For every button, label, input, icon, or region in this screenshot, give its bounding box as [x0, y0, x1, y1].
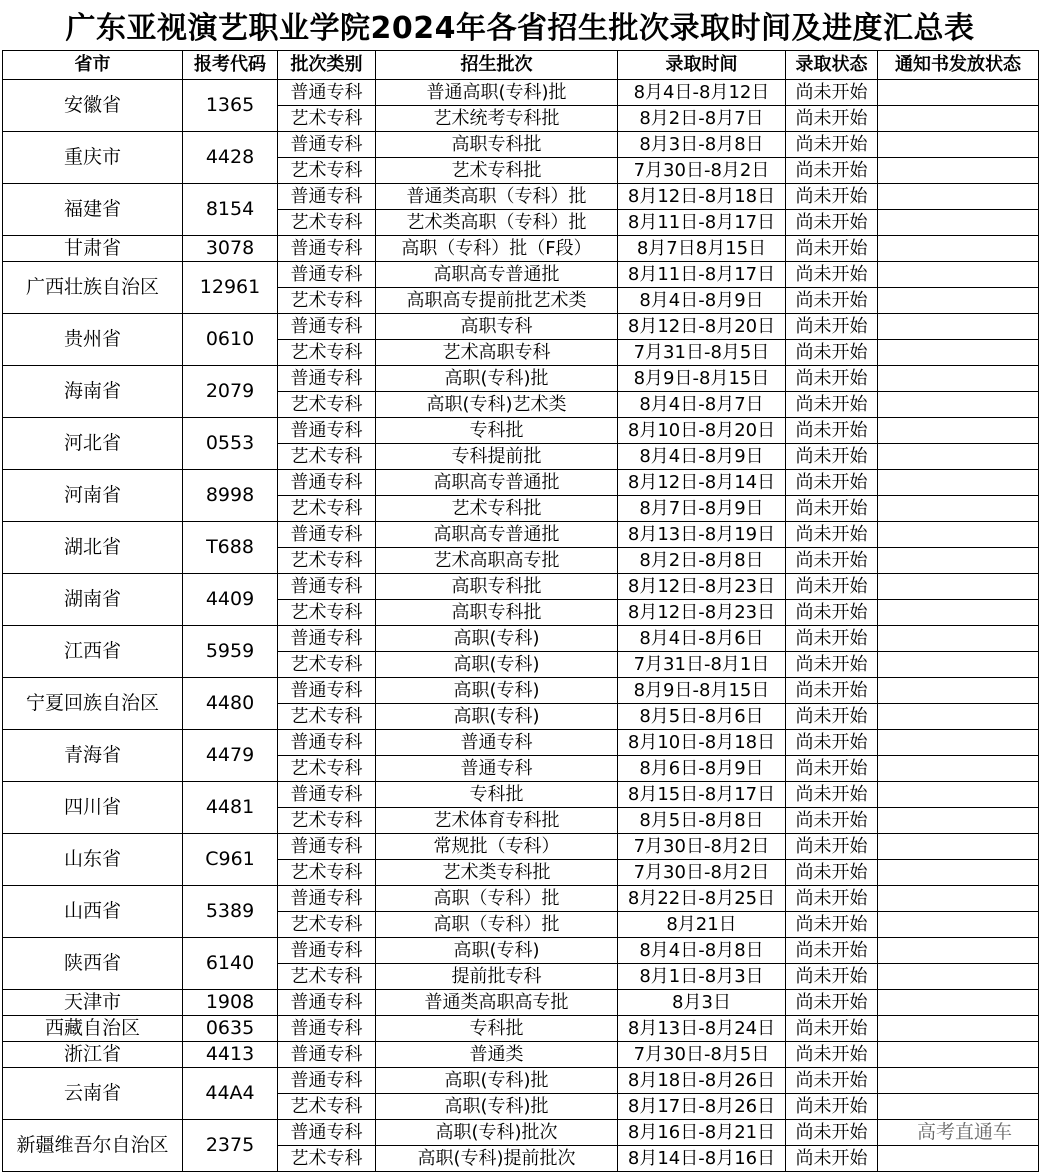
notice-status-cell: [878, 236, 1039, 262]
status-cell: 尚未开始: [786, 600, 878, 626]
batch-cell: 艺术高职高专批: [376, 548, 618, 574]
time-cell: 8月12日-8月14日: [618, 470, 786, 496]
time-cell: 7月31日-8月5日: [618, 340, 786, 366]
time-cell: 8月4日-8月6日: [618, 626, 786, 652]
notice-status-cell: [878, 652, 1039, 678]
admission-table: [2, 50, 1039, 1172]
batch-cell: 艺术类专科批: [376, 860, 618, 886]
province-cell: 甘肃省: [3, 236, 183, 262]
time-cell: 8月10日-8月18日: [618, 730, 786, 756]
province-cell: 湖北省: [3, 522, 183, 574]
code-cell: 4479: [183, 730, 278, 782]
category-cell: 艺术专科: [278, 288, 376, 314]
code-cell: 8998: [183, 470, 278, 522]
notice-status-cell: [878, 782, 1039, 808]
batch-cell: 艺术专科批: [376, 158, 618, 184]
time-cell: 8月14日-8月16日: [618, 1146, 786, 1172]
header-category: 批次类别: [278, 51, 376, 80]
category-cell: 普通专科: [278, 1068, 376, 1094]
code-cell: 4481: [183, 782, 278, 834]
notice-status-cell: [878, 834, 1039, 860]
time-cell: 8月4日-8月9日: [618, 444, 786, 470]
time-cell: 8月16日-8月21日: [618, 1120, 786, 1146]
status-cell: 尚未开始: [786, 132, 878, 158]
status-cell: 尚未开始: [786, 1016, 878, 1042]
notice-status-cell: [878, 132, 1039, 158]
time-cell: 8月21日: [618, 912, 786, 938]
code-cell: 5389: [183, 886, 278, 938]
batch-cell: 高职（专科）批: [376, 886, 618, 912]
category-cell: 普通专科: [278, 1016, 376, 1042]
province-cell: 宁夏回族自治区: [3, 678, 183, 730]
time-cell: 8月13日-8月24日: [618, 1016, 786, 1042]
category-cell: 普通专科: [278, 470, 376, 496]
province-cell: 西藏自治区: [3, 1016, 183, 1042]
category-cell: 普通专科: [278, 184, 376, 210]
code-cell: 0610: [183, 314, 278, 366]
batch-cell: 普通类: [376, 1042, 618, 1068]
province-cell: 海南省: [3, 366, 183, 418]
category-cell: 普通专科: [278, 366, 376, 392]
status-cell: 尚未开始: [786, 184, 878, 210]
status-cell: 尚未开始: [786, 886, 878, 912]
code-cell: 1908: [183, 990, 278, 1016]
notice-status-cell: [878, 886, 1039, 912]
batch-cell: 艺术专科批: [376, 496, 618, 522]
time-cell: 8月12日-8月23日: [618, 574, 786, 600]
time-cell: 8月4日-8月9日: [618, 288, 786, 314]
table-row: [3, 730, 1039, 756]
table-row: [3, 418, 1039, 444]
notice-status-cell: [878, 912, 1039, 938]
category-cell: 艺术专科: [278, 600, 376, 626]
time-cell: 8月12日-8月18日: [618, 184, 786, 210]
table-row: [3, 522, 1039, 548]
category-cell: 普通专科: [278, 1120, 376, 1146]
time-cell: 7月30日-8月5日: [618, 1042, 786, 1068]
table-row: [3, 314, 1039, 340]
category-cell: 艺术专科: [278, 496, 376, 522]
category-cell: 艺术专科: [278, 1094, 376, 1120]
category-cell: 艺术专科: [278, 964, 376, 990]
notice-status-cell: [878, 1042, 1039, 1068]
batch-cell: 高职(专科)批: [376, 366, 618, 392]
table-row: [3, 782, 1039, 808]
province-cell: 山西省: [3, 886, 183, 938]
time-cell: 8月10日-8月20日: [618, 418, 786, 444]
notice-status-cell: [878, 444, 1039, 470]
notice-status-cell: [878, 1068, 1039, 1094]
header-code: 报考代码: [183, 51, 278, 80]
notice-status-cell: [878, 938, 1039, 964]
category-cell: 普通专科: [278, 834, 376, 860]
status-cell: 尚未开始: [786, 574, 878, 600]
header-notice-status: 通知书发放状态: [878, 51, 1039, 80]
notice-status-cell: [878, 184, 1039, 210]
province-cell: 贵州省: [3, 314, 183, 366]
table-row: [3, 132, 1039, 158]
batch-cell: 常规批（专科）: [376, 834, 618, 860]
province-cell: 天津市: [3, 990, 183, 1016]
table-row: [3, 236, 1039, 262]
category-cell: 普通专科: [278, 236, 376, 262]
category-cell: 艺术专科: [278, 444, 376, 470]
status-cell: 尚未开始: [786, 756, 878, 782]
batch-cell: 艺术统考专科批: [376, 106, 618, 132]
batch-cell: 高职(专科)提前批次: [376, 1146, 618, 1172]
watermark: 高考直通车: [916, 1121, 1012, 1143]
status-cell: 尚未开始: [786, 990, 878, 1016]
table-row: [3, 990, 1039, 1016]
batch-cell: 高职(专科)艺术类: [376, 392, 618, 418]
time-cell: 8月9日-8月15日: [618, 366, 786, 392]
table-row: [3, 834, 1039, 860]
notice-status-cell: [878, 548, 1039, 574]
code-cell: 2375: [183, 1120, 278, 1172]
notice-status-cell: [878, 106, 1039, 132]
status-cell: 尚未开始: [786, 1120, 878, 1146]
status-cell: 尚未开始: [786, 496, 878, 522]
table-body: [3, 80, 1039, 1172]
category-cell: 普通专科: [278, 990, 376, 1016]
category-cell: 艺术专科: [278, 1146, 376, 1172]
category-cell: 艺术专科: [278, 106, 376, 132]
status-cell: 尚未开始: [786, 80, 878, 106]
category-cell: 普通专科: [278, 730, 376, 756]
category-cell: 普通专科: [278, 938, 376, 964]
category-cell: 普通专科: [278, 418, 376, 444]
code-cell: C961: [183, 834, 278, 886]
batch-cell: 高职(专科)批: [376, 1094, 618, 1120]
status-cell: 尚未开始: [786, 210, 878, 236]
notice-status-cell: [878, 522, 1039, 548]
time-cell: 8月22日-8月25日: [618, 886, 786, 912]
province-cell: 青海省: [3, 730, 183, 782]
notice-status-cell: [878, 730, 1039, 756]
notice-status-cell: [878, 158, 1039, 184]
province-cell: 河北省: [3, 418, 183, 470]
status-cell: 尚未开始: [786, 912, 878, 938]
category-cell: 艺术专科: [278, 704, 376, 730]
header-time: 录取时间: [618, 51, 786, 80]
category-cell: 普通专科: [278, 574, 376, 600]
time-cell: 8月4日-8月7日: [618, 392, 786, 418]
time-cell: 8月9日-8月15日: [618, 678, 786, 704]
category-cell: 艺术专科: [278, 808, 376, 834]
category-cell: 艺术专科: [278, 548, 376, 574]
code-cell: 6140: [183, 938, 278, 990]
category-cell: 艺术专科: [278, 860, 376, 886]
header-batch: 招生批次: [376, 51, 618, 80]
time-cell: 8月11日-8月17日: [618, 210, 786, 236]
status-cell: 尚未开始: [786, 782, 878, 808]
batch-cell: 专科批: [376, 1016, 618, 1042]
status-cell: 尚未开始: [786, 652, 878, 678]
batch-cell: 艺术类高职（专科）批: [376, 210, 618, 236]
batch-cell: 普通专科: [376, 756, 618, 782]
notice-status-cell: [878, 860, 1039, 886]
batch-cell: 高职高专普通批: [376, 262, 618, 288]
code-cell: 4413: [183, 1042, 278, 1068]
table-row: [3, 574, 1039, 600]
category-cell: 普通专科: [278, 1042, 376, 1068]
time-cell: 8月2日-8月7日: [618, 106, 786, 132]
batch-cell: 高职专科: [376, 314, 618, 340]
time-cell: 8月6日-8月9日: [618, 756, 786, 782]
province-cell: 新疆维吾尔自治区: [3, 1120, 183, 1172]
province-cell: 云南省: [3, 1068, 183, 1120]
status-cell: 尚未开始: [786, 1042, 878, 1068]
time-cell: 7月30日-8月2日: [618, 158, 786, 184]
notice-status-cell: [878, 288, 1039, 314]
batch-cell: 高职专科批: [376, 600, 618, 626]
notice-status-cell: [878, 314, 1039, 340]
batch-cell: 高职（专科）批（F段）: [376, 236, 618, 262]
notice-status-cell: [878, 496, 1039, 522]
category-cell: 普通专科: [278, 314, 376, 340]
table-row: [3, 1120, 1039, 1146]
notice-status-cell: [878, 1094, 1039, 1120]
status-cell: 尚未开始: [786, 366, 878, 392]
province-cell: 重庆市: [3, 132, 183, 184]
notice-status-cell: [878, 470, 1039, 496]
batch-cell: 高职高专普通批: [376, 522, 618, 548]
table-row: [3, 1016, 1039, 1042]
batch-cell: 高职专科批: [376, 574, 618, 600]
time-cell: 8月4日-8月8日: [618, 938, 786, 964]
status-cell: 尚未开始: [786, 1094, 878, 1120]
batch-cell: 艺术体育专科批: [376, 808, 618, 834]
batch-cell: 高职(专科): [376, 678, 618, 704]
code-cell: 12961: [183, 262, 278, 314]
batch-cell: 专科批: [376, 782, 618, 808]
category-cell: 艺术专科: [278, 912, 376, 938]
batch-cell: 高职高专普通批: [376, 470, 618, 496]
notice-status-cell: [878, 756, 1039, 782]
batch-cell: 高职(专科): [376, 652, 618, 678]
code-cell: 4480: [183, 678, 278, 730]
code-cell: 44A4: [183, 1068, 278, 1120]
province-cell: 浙江省: [3, 1042, 183, 1068]
category-cell: 普通专科: [278, 626, 376, 652]
table-row: [3, 470, 1039, 496]
category-cell: 普通专科: [278, 80, 376, 106]
code-cell: 5959: [183, 626, 278, 678]
category-cell: 艺术专科: [278, 652, 376, 678]
status-cell: 尚未开始: [786, 470, 878, 496]
category-cell: 艺术专科: [278, 210, 376, 236]
status-cell: 尚未开始: [786, 704, 878, 730]
time-cell: 8月3日-8月8日: [618, 132, 786, 158]
status-cell: 尚未开始: [786, 158, 878, 184]
status-cell: 尚未开始: [786, 392, 878, 418]
status-cell: 尚未开始: [786, 678, 878, 704]
category-cell: 普通专科: [278, 262, 376, 288]
batch-cell: 高职(专科)批次: [376, 1120, 618, 1146]
time-cell: 8月3日: [618, 990, 786, 1016]
status-cell: 尚未开始: [786, 1146, 878, 1172]
table-row: [3, 262, 1039, 288]
category-cell: 艺术专科: [278, 392, 376, 418]
table-row: [3, 366, 1039, 392]
category-cell: 普通专科: [278, 678, 376, 704]
status-cell: 尚未开始: [786, 444, 878, 470]
time-cell: 7月30日-8月2日: [618, 834, 786, 860]
status-cell: 尚未开始: [786, 548, 878, 574]
code-cell: 4428: [183, 132, 278, 184]
time-cell: 7月30日-8月2日: [618, 860, 786, 886]
province-cell: 河南省: [3, 470, 183, 522]
notice-status-cell: [878, 574, 1039, 600]
status-cell: 尚未开始: [786, 262, 878, 288]
time-cell: 7月31日-8月1日: [618, 652, 786, 678]
time-cell: 8月12日-8月23日: [618, 600, 786, 626]
time-cell: 8月7日-8月9日: [618, 496, 786, 522]
notice-status-cell: [878, 418, 1039, 444]
province-cell: 广西壮族自治区: [3, 262, 183, 314]
notice-status-cell: [878, 340, 1039, 366]
category-cell: 艺术专科: [278, 340, 376, 366]
batch-cell: 普通专科: [376, 730, 618, 756]
code-cell: T688: [183, 522, 278, 574]
notice-status-cell: [878, 1016, 1039, 1042]
time-cell: 8月11日-8月17日: [618, 262, 786, 288]
table-row: [3, 184, 1039, 210]
province-cell: 四川省: [3, 782, 183, 834]
notice-status-cell: [878, 262, 1039, 288]
table-row: [3, 1042, 1039, 1068]
category-cell: 普通专科: [278, 886, 376, 912]
code-cell: 2079: [183, 366, 278, 418]
province-cell: 江西省: [3, 626, 183, 678]
header-province: 省市: [3, 51, 183, 80]
table-row: [3, 80, 1039, 106]
header-status: 录取状态: [786, 51, 878, 80]
batch-cell: 普通类高职高专批: [376, 990, 618, 1016]
notice-status-cell: [878, 964, 1039, 990]
time-cell: 8月4日-8月12日: [618, 80, 786, 106]
notice-status-cell: [878, 808, 1039, 834]
notice-status-cell: [878, 990, 1039, 1016]
batch-cell: 高职高专提前批艺术类: [376, 288, 618, 314]
batch-cell: 普通高职(专科)批: [376, 80, 618, 106]
category-cell: 普通专科: [278, 522, 376, 548]
notice-status-cell: [878, 366, 1039, 392]
table-row: [3, 938, 1039, 964]
status-cell: 尚未开始: [786, 860, 878, 886]
time-cell: 8月2日-8月8日: [618, 548, 786, 574]
status-cell: 尚未开始: [786, 1068, 878, 1094]
time-cell: 8月12日-8月20日: [618, 314, 786, 340]
code-cell: 4409: [183, 574, 278, 626]
notice-status-cell: [878, 80, 1039, 106]
page-title: 广东亚视演艺职业学院2024年各省招生批次录取时间及进度汇总表: [65, 11, 975, 46]
category-cell: 艺术专科: [278, 756, 376, 782]
code-cell: 0635: [183, 1016, 278, 1042]
notice-status-cell: [878, 210, 1039, 236]
code-cell: 0553: [183, 418, 278, 470]
category-cell: 艺术专科: [278, 158, 376, 184]
table-row: [3, 678, 1039, 704]
table-row: [3, 626, 1039, 652]
status-cell: 尚未开始: [786, 340, 878, 366]
time-cell: 8月5日-8月8日: [618, 808, 786, 834]
batch-cell: 艺术高职专科: [376, 340, 618, 366]
status-cell: 尚未开始: [786, 834, 878, 860]
batch-cell: 高职(专科): [376, 938, 618, 964]
status-cell: 尚未开始: [786, 418, 878, 444]
category-cell: 普通专科: [278, 782, 376, 808]
notice-status-cell: [878, 678, 1039, 704]
code-cell: 1365: [183, 80, 278, 132]
batch-cell: 高职(专科)批: [376, 1068, 618, 1094]
batch-cell: 提前批专科: [376, 964, 618, 990]
notice-status-cell: [878, 600, 1039, 626]
notice-status-cell: [878, 1146, 1039, 1172]
province-cell: 陕西省: [3, 938, 183, 990]
notice-status-cell: [878, 626, 1039, 652]
table-row: [3, 886, 1039, 912]
category-cell: 普通专科: [278, 132, 376, 158]
province-cell: 山东省: [3, 834, 183, 886]
status-cell: 尚未开始: [786, 964, 878, 990]
time-cell: 8月17日-8月26日: [618, 1094, 786, 1120]
notice-status-cell: [878, 704, 1039, 730]
status-cell: 尚未开始: [786, 808, 878, 834]
status-cell: 尚未开始: [786, 730, 878, 756]
batch-cell: 高职（专科）批: [376, 912, 618, 938]
batch-cell: 高职(专科): [376, 626, 618, 652]
batch-cell: 普通类高职（专科）批: [376, 184, 618, 210]
notice-status-cell: [878, 392, 1039, 418]
province-cell: 安徽省: [3, 80, 183, 132]
status-cell: 尚未开始: [786, 314, 878, 340]
batch-cell: 专科提前批: [376, 444, 618, 470]
time-cell: 8月5日-8月6日: [618, 704, 786, 730]
time-cell: 8月13日-8月19日: [618, 522, 786, 548]
code-cell: 8154: [183, 184, 278, 236]
time-cell: 8月18日-8月26日: [618, 1068, 786, 1094]
province-cell: 湖南省: [3, 574, 183, 626]
table-header-row: [3, 51, 1039, 80]
time-cell: 8月7日8月15日: [618, 236, 786, 262]
province-cell: 福建省: [3, 184, 183, 236]
status-cell: 尚未开始: [786, 938, 878, 964]
batch-cell: 专科批: [376, 418, 618, 444]
status-cell: 尚未开始: [786, 236, 878, 262]
time-cell: 8月15日-8月17日: [618, 782, 786, 808]
time-cell: 8月1日-8月3日: [618, 964, 786, 990]
batch-cell: 高职(专科): [376, 704, 618, 730]
code-cell: 3078: [183, 236, 278, 262]
status-cell: 尚未开始: [786, 626, 878, 652]
status-cell: 尚未开始: [786, 106, 878, 132]
status-cell: 尚未开始: [786, 522, 878, 548]
status-cell: 尚未开始: [786, 288, 878, 314]
batch-cell: 高职专科批: [376, 132, 618, 158]
table-row: [3, 1068, 1039, 1094]
